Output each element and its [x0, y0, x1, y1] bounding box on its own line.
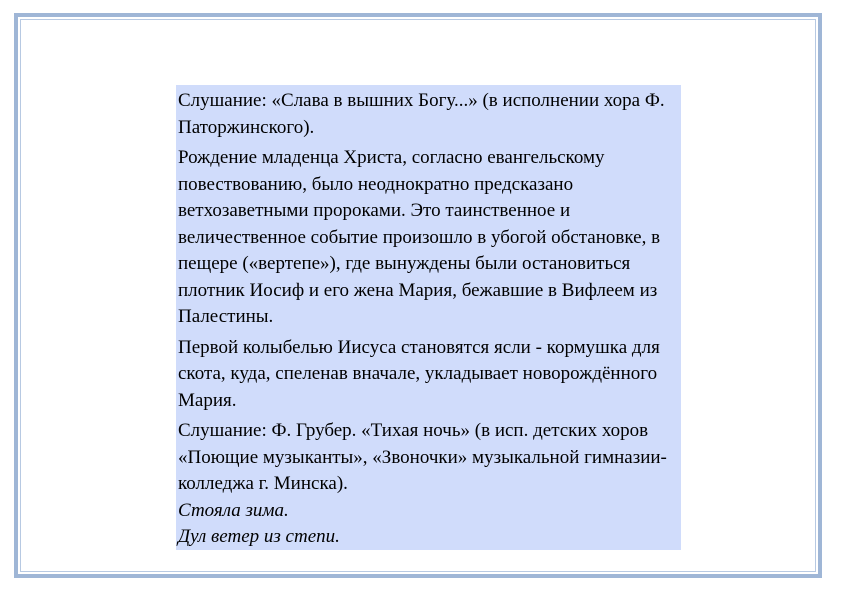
- paragraph-nativity: Рождение младенца Христа, согласно евангельскому повествованию, было неоднократно предсказано ветхозаветными пророками. Это таинственное и величественное событие произошло в убогой обстановке, в пещере («вертепе»), где вынуждены были остановиться плотник Иосиф и его жена Мария, бежавшие в Вифлеем из Палестины.: [178, 147, 661, 327]
- text-box: [176, 85, 681, 550]
- poem-line-1: Стояла зима.: [178, 499, 289, 521]
- paragraph-manger: Первой колыбелью Иисуса становятся ясли - кормушка для скота, куда, спеленав вначале, укладывает новорождённого Мария.: [178, 336, 660, 411]
- paragraph-listening-2: Слушание: Ф. Грубер. «Тихая ночь» (в исп. детских хоров «Поющие музыканты», «Звоночки» музыкальной гимназии-колледжа г. Минска).: [178, 420, 667, 494]
- paragraph-listening-1: Слушание: «Слава в вышних Богу...» (в исполнении хора Ф. Паторжинского).: [178, 90, 665, 138]
- poem-line-2: Дул ветер из степи.: [178, 526, 340, 547]
